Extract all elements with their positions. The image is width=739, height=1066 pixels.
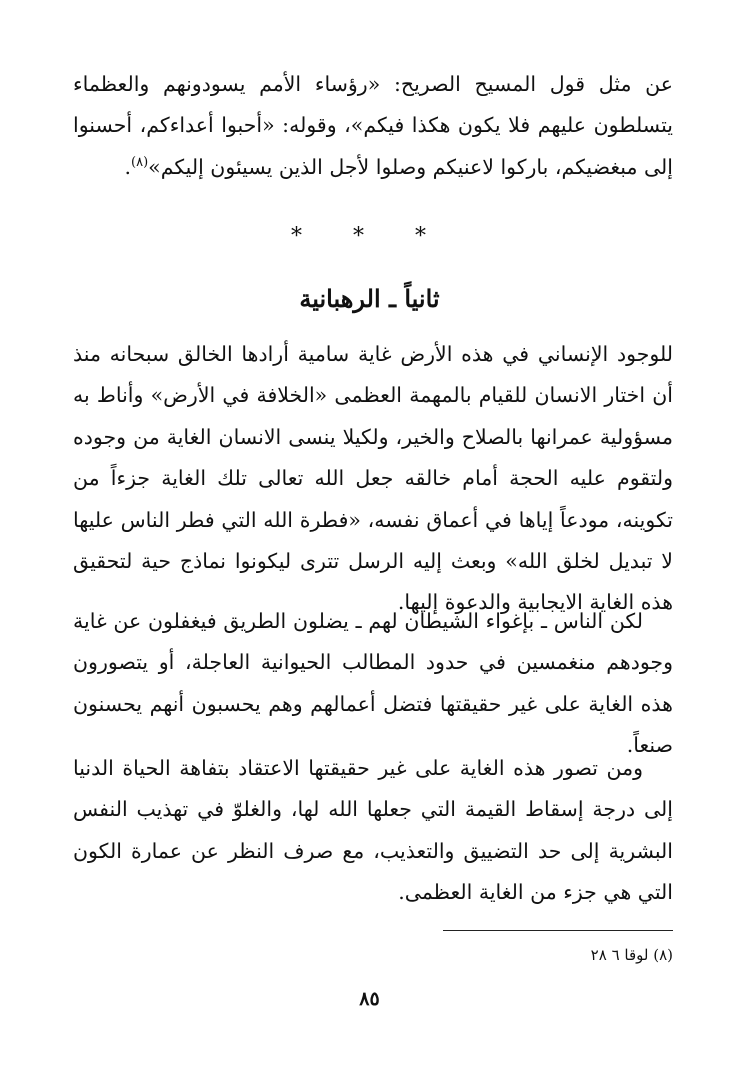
paragraph-misconception [73, 748, 673, 914]
paragraph-misconception-text: ومن تصور هذه الغاية على غير حقيقتها الاعتقاد بتفاهة الحياة الدنيا إلى درجة إسقاط القيمة التي جعلها الله لها، والغلوّ في تهذيب النفس البشرية إلى حد التضييق والتعذيب، مع صرف النظر عن عمارة الكون التي هي جزء من الغاية العظمى. [73, 756, 673, 905]
section-separator: * * * [291, 224, 448, 249]
paragraph-quotes: عن مثل قول المسيح الصريح: «رؤساء الأمم يسودونهم والعظماء يتسلطون عليهم فلا يكون هكذا فيكم»، وقوله: «أحبوا أعداءكم، أحسنوا إلى مبغضيكم، باركوا لاعنيكم وصلوا لأجل الذين يسيئون إليكم»$^{(٨)}$. [73, 72, 673, 179]
paragraph-misguidance-text: لكن الناس ـ بإغواء الشيطان لهم ـ يضلون الطريق فيغفلون عن غاية وجودهم منغمسين في حدود المطالب الحيوانية العاجلة، أو يتصورون هذه الغاية على غير حقيقتها فتضل أعمالهم وهم يحسبون أنهم يحسنون صنعاً. [73, 609, 673, 758]
page-number: ٨٥ [359, 988, 380, 1010]
paragraph-purpose: للوجود الإنساني في هذه الأرض غاية سامية أرادها الخالق سبحانه منذ أن اختار الانسان للقيام بالمهمة العظمى «الخلافة في الأرض» وأناط به مسؤولية عمرانها بالصلاح والخير، ولكيلا ينسى الانسان الغاية من وجوده ولتقوم عليه الحجة أمام خالقه جعل الله تعالى تلك الغاية جزءاً من تكوينه، مودعاً إياها في أعماق نفسه، «فطرة الله التي فطر الناس عليها لا تبديل لخلق الله» وبعث إليه الرسل تترى ليكونوا نماذج حية لتحقيق هذه الغاية الايجابية والدعوة إليها. [73, 342, 673, 615]
footnote-reference: (٨) [131, 154, 149, 170]
paragraph-quotes-text: عن مثل قول المسيح الصريح: «رؤساء الأمم يسودونهم والعظماء يتسلطون عليهم فلا يكون هكذا فيكم»، وقوله: «أحبوا أعداءكم، أحسنوا إلى مبغضيكم، باركوا لاعنيكم وصلوا لأجل الذين يسيئون إليكم» [73, 72, 673, 179]
footnote-divider [443, 930, 673, 931]
section-heading: ثانياً ـ الرهبانية [299, 284, 440, 313]
footnote: (٨) لوقا ٦ ٢٨ [590, 946, 673, 964]
paragraph-misguidance [73, 601, 673, 767]
